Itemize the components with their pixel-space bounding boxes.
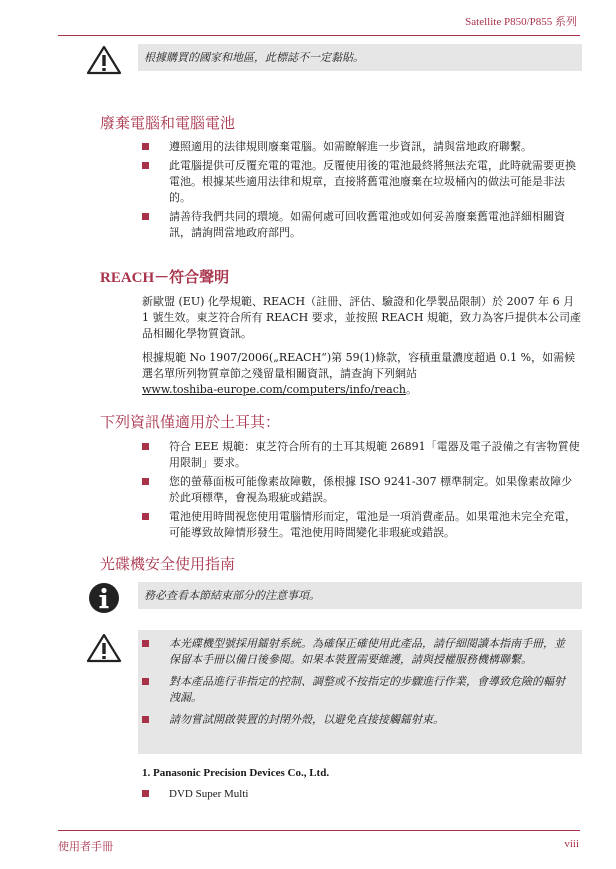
- section-heading-reach: REACH－符合聲明: [100, 270, 230, 286]
- section-heading-turkey: 下列資訊僅適用於土耳其：: [100, 413, 281, 431]
- footer-rule: [58, 830, 580, 831]
- disposal-list: [142, 139, 580, 244]
- list-item: 請勿嘗試開啟裝置的封閉外殼，以避免直接接觸鐳射束。: [142, 712, 574, 728]
- warning-icon: [86, 632, 122, 664]
- info-icon: [88, 582, 120, 614]
- list-item: 本光碟機型號採用鐳射系統。為確保正確使用此產品，請仔細閱讀本指南手冊，並保留本手冊以備日後參閱。如果本裝置需要維護，請與授權服務機構聯繫。: [142, 636, 574, 668]
- page-header-title: Satellite P850/P855 系列: [465, 16, 577, 28]
- reach-link[interactable]: www.toshiba-europe.com/computers/info/reach: [142, 383, 406, 396]
- reach-paragraph-2-text: 根據規範 No 1907/2006(„REACH“)第 59(1)條款，容積重量濃度超過 0.1 %，如需候選名單所列物質章節之殘留量相關資訊，請查詢下列網站: [142, 351, 576, 380]
- reach-link-suffix: 。: [405, 383, 417, 396]
- footer-manual-title: 使用者手冊: [58, 840, 113, 853]
- list-item: 對本產品進行非指定的控制、調整或不按指定的步驟進行作業，會導致危險的輻射洩漏。: [142, 674, 574, 706]
- callout-top-text: 根據購買的國家和地區，此標誌不一定黏貼。: [144, 51, 364, 64]
- turkey-list: [142, 439, 580, 544]
- list-item: 遵照適用的法律規則廢棄電腦。如需瞭解進一步資訊，請與當地政府聯繫。: [142, 139, 580, 155]
- list-item: 您的螢幕面板可能像素故障數，係根據 ISO 9241-307 標準制定。如果像素故障少於此項標準，會視為瑕疵或錯誤。: [142, 474, 580, 506]
- product-list: [142, 786, 580, 805]
- callout-info: [138, 582, 582, 609]
- list-item: 符合 EEE 規範：東芝符合所有的土耳其規範 26891「電器及電子設備之有害物質使用限制」要求。: [142, 439, 580, 471]
- list-item: DVD Super Multi: [142, 786, 580, 802]
- reach-paragraph-1: 新歐盟 (EU) 化學規範、REACH（註冊、評估、驗證和化學製品限制）於 2007 年 6 月 1 號生效。東芝符合所有 REACH 要求，並按照 REACH 規範，致力為客戶提供本公司產品相關化學物質資訊。: [142, 295, 582, 340]
- section-heading-disposal: 廢棄電腦和電腦電池: [100, 114, 236, 132]
- page-number: viii: [564, 838, 579, 850]
- reach-paragraph-2: [142, 350, 582, 398]
- callout-info-text: 務必查看本節結束部分的注意事項。: [144, 589, 320, 602]
- header-rule: [58, 35, 580, 36]
- warning-icon: [86, 44, 122, 76]
- list-item: 此電腦提供可反覆充電的電池。反覆使用後的電池最終將無法充電，此時就需要更換電池。根據某些適用法律和規章，直接將舊電池廢棄在垃圾桶內的做法可能是非法的。: [142, 158, 580, 206]
- list-item: 請善待我們共同的環境。如需何處可回收舊電池或如何妥善廢棄舊電池詳細相關資訊，請詢問當地政府部門。: [142, 209, 580, 241]
- manufacturer-heading: 1. Panasonic Precision Devices Co., Ltd.: [142, 767, 330, 779]
- callout-laser-warning: [138, 630, 582, 754]
- laser-warning-list: [138, 630, 582, 738]
- list-item: 電池使用時間視您使用電腦情形而定，電池是一項消費產品。如果電池未完全充電，可能導致故障情形發生。電池使用時間變化非瑕疵或錯誤。: [142, 509, 580, 541]
- section-heading-optical: 光碟機安全使用指南: [100, 555, 236, 573]
- callout-top: [138, 44, 582, 71]
